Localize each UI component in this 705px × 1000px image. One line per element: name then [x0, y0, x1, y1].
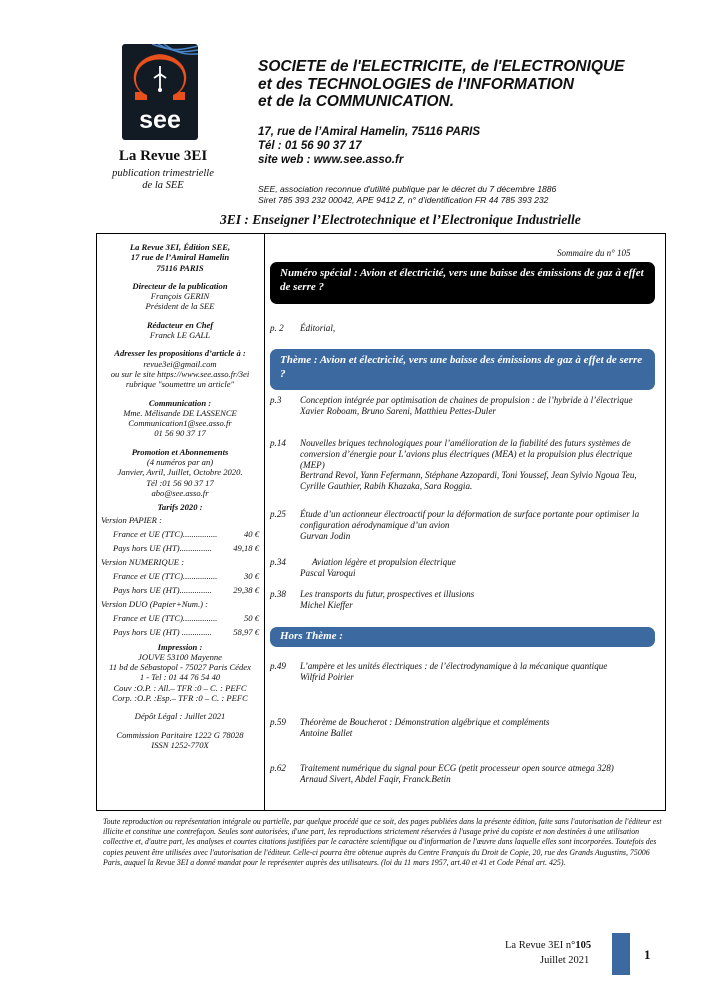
editor-name: Franck LE GALL: [149, 330, 211, 341]
logo-text: see: [139, 106, 181, 134]
sommaire-label: Sommaire du n° 105: [557, 248, 631, 258]
footer-accent-bar: [612, 933, 630, 975]
society-line: et des TECHNOLOGIES de l'INFORMATION: [258, 75, 575, 93]
theme-banner: Thème : Avion et électricité, vers une baisse des émissions de gaz à effet de serre ?: [270, 349, 655, 390]
version-paper: [97, 513, 263, 527]
tarifs-title: Tarifs 2020 :: [157, 502, 203, 513]
hors-theme-banner: Hors Thème :: [270, 627, 655, 647]
price-label: France et UE (TTC)................: [113, 570, 218, 581]
director-title: Directeur de la publication: [132, 280, 228, 291]
revue-subtitle: [100, 168, 226, 192]
toc-page: p.59: [270, 717, 286, 727]
toc-page: p.38: [270, 589, 286, 599]
price-row: [97, 569, 263, 583]
tagline: 3EI : Enseigner l’Electrotechnique et l’Electronique Industrielle: [220, 212, 581, 227]
price-value: 40 €: [243, 528, 259, 539]
toc-entry[interactable]: [270, 395, 650, 417]
price-row: [97, 611, 263, 625]
promotion-email[interactable]: abo@see.asso.fr: [151, 487, 209, 498]
toc-page: p.34: [270, 557, 286, 567]
edition-line: La Revue 3EI, Édition SEE,: [129, 242, 231, 252]
toc-title: Théorème de Boucherot : Démonstration algébrique et compléments: [300, 717, 550, 727]
promotion-line: Janvier, Avril, Juillet, Octobre 2020.: [117, 467, 243, 478]
promotion-line: (4 numéros par an): [146, 457, 214, 468]
edition-line: 17 rue de l’Amiral Hamelin: [130, 252, 230, 263]
price-value: 58,97 €: [233, 626, 259, 637]
toc-title: Les transports du futur, prospectives et illusions: [300, 589, 475, 599]
toc-authors: Xavier Roboam, Bruno Sareni, Matthieu Pettes-Duler: [300, 405, 496, 416]
communication-email[interactable]: Communication1@see.asso.fr: [128, 418, 232, 429]
printing-line: 1 - Tel : 01 44 76 54 40: [139, 672, 221, 683]
printing-line: 11 bd de Sébastopol - 75027 Paris Cédex: [109, 662, 251, 673]
toc-entry[interactable]: [270, 763, 650, 785]
toc-title: Étude d’un actionneur électroactif pour la déformation de surface portante pour optimiser la configuration aérodynamique d’un avion: [300, 509, 640, 530]
toc-authors: Bertrand Revol, Yann Fefermann, Stéphane Azzopardi, Toni Youssef, Jean Sylvio Ngoua Teu, Cyrille Gauthier, Rabih Khazaka, Sara Roggia.: [300, 470, 637, 492]
toc-page: p. 2: [270, 323, 284, 333]
toc-entry[interactable]: [270, 717, 650, 739]
communication-title: Communication :: [148, 397, 212, 408]
price-label: Pays hors UE (HT)...............: [113, 584, 212, 595]
toc-title: Nouvelles briques technologiques pour l’amélioration de la fiabilité des futurs systèmes de conversion d’énergie pour L’avions plus électriques (MEA) et la propulsion plus électrique (MEP): [300, 438, 633, 470]
website: site web : www.see.asso.fr: [258, 154, 404, 166]
toc-entry[interactable]: [270, 323, 650, 334]
price-label: Pays hors UE (HT) ..............: [113, 626, 212, 637]
version-duo: [97, 597, 263, 611]
price-row: [97, 541, 263, 555]
price-value: 50 €: [243, 612, 259, 623]
version-numeric: [97, 555, 263, 569]
footer-revue-prefix: La Revue 3EI n°: [505, 940, 576, 951]
assoc-line: Siret 785 393 232 00042, APE 9412 Z, n° d'identification FR 44 785 393 232: [258, 194, 549, 205]
printing-line: JOUVE 53100 Mayenne: [138, 651, 222, 662]
proposals-title: Adresser les propositions d’article à :: [114, 348, 246, 359]
toc-page: p.3: [270, 395, 282, 405]
version-label: Version NUMERIQUE :: [101, 556, 185, 567]
price-row: [97, 625, 263, 639]
toc-page: p.25: [270, 509, 286, 519]
commission-number: Commission Paritaire 1222 G 78028: [116, 729, 244, 740]
printing-line: Corp. :O.P. :Esp.– TFR :0 – C. : PEFC: [112, 693, 248, 704]
toc-page: p.49: [270, 661, 286, 671]
toc-authors: Antoine Ballet: [300, 727, 353, 738]
society-line: SOCIETE de l'ELECTRICITE, de l'ELECTRONIQUE: [258, 58, 625, 75]
toc-authors: Gurvan Jodin: [300, 530, 351, 541]
version-label: Version DUO (Papier+Num.) :: [101, 598, 209, 609]
page-number: 1: [644, 947, 651, 962]
toc-title: Conception intégrée par optimisation de chaines de propulsion : de l’hybride à l’électrique: [300, 395, 633, 405]
contact-block: [258, 125, 480, 167]
see-logo: [122, 44, 198, 140]
price-row: [97, 527, 263, 541]
telephone: Tél : 01 56 90 37 17: [258, 140, 362, 152]
copyright-notice: Toute reproduction ou représentation intégrale ou partielle, par quelque procédé que ce soit, des pages publiées dans la présente édition, faite sans l'autorisation de l'éditeur est illicite et constitue une contrefaçon. Seules sont autorisées, d'une part, les reproductions strictement réservées à l'usage privé du copiste et non destinées à une utilisation collective et, d'autre part, les analyses et courtes citations justifiées par le caractère scientifique ou d'information de l'œuvre dans laquelle elles sont incorporées. Toutefois des copies peuvent être utilisées avec l'autorisation de l'éditeur. Celle-ci pourra être obtenue auprès du Centre Français du Droit de Copie, 20, rue des Grands Augustins, 75006 Paris, auquel la Revue 3EI a donné mandat pour le représenter auprès des utilisateurs. (loi du 11 mars 1957, art.40 et 41 et Code Pénal art. 425).: [103, 817, 662, 867]
special-issue-banner: Numéro spécial : Avion et électricité, vers une baisse des émissions de gaz à effet de serre ?: [270, 262, 655, 304]
promotion-phone: Tél :01 56 90 37 17: [146, 477, 214, 488]
printing-title: Impression :: [157, 641, 203, 652]
proposals-rubric: rubrique "soumettre un article": [125, 379, 235, 390]
toc-entry[interactable]: [270, 557, 650, 579]
address: 17, rue de l’Amiral Hamelin, 75116 PARIS: [258, 126, 481, 138]
revue-title: La Revue 3EI: [118, 148, 208, 164]
toc-authors: Wilfrid Poirier: [300, 671, 354, 682]
promotion-title: Promotion et Abonnements: [131, 446, 229, 457]
price-label: France et UE (TTC)................: [113, 528, 218, 539]
proposals-site[interactable]: ou sur le site https://www.see.asso.fr/3ei: [110, 368, 250, 379]
society-name: [258, 58, 678, 111]
toc-title: Éditorial,: [300, 323, 336, 333]
toc-entry[interactable]: [270, 589, 650, 611]
proposals-email[interactable]: revue3ei@gmail.com: [143, 358, 217, 369]
footer-date: Juillet 2021: [540, 955, 590, 966]
association-info: [258, 184, 556, 205]
printing-line: Couv :O.P. : All.– TFR :0 – C. : PEFC: [113, 682, 247, 693]
price-row: [97, 583, 263, 597]
price-label: Pays hors UE (HT)...............: [113, 542, 212, 553]
toc-title: Aviation légère et propulsion électrique: [312, 557, 456, 567]
price-value: 30 €: [243, 570, 259, 581]
toc-page: p.62: [270, 763, 286, 773]
toc-page: p.14: [270, 438, 286, 448]
toc-title: Traitement numérique du signal pour ECG (petit processeur open source atmega 328): [300, 763, 614, 773]
society-line: et de la COMMUNICATION.: [258, 93, 455, 110]
edition-line: 75116 PARIS: [156, 262, 204, 273]
masthead-column: [97, 242, 263, 750]
assoc-line: SEE, association reconnue d'utilité publique par le décret du 7 décembre 1886: [258, 184, 557, 194]
communication-phone: 01 56 90 37 17: [154, 428, 206, 439]
director-role: Président de la SEE: [145, 301, 215, 312]
revue-sub-line: publication trimestrielle: [112, 168, 214, 179]
toc-title: L’ampère et les unités électriques : de l’électrodynamique à la mécanique quantique: [300, 661, 608, 671]
editor-title: Rédacteur en Chef: [146, 319, 214, 330]
price-value: 29,38 €: [233, 584, 259, 595]
toc-authors: Michel Kieffer: [300, 599, 353, 610]
footer-revue: [505, 940, 591, 951]
toc-authors: Arnaud Sivert, Abdel Faqir, Franck.Betin: [300, 773, 451, 784]
communication-name: Mme. Mélisande DE LASSENCE: [123, 407, 237, 418]
toc-authors: Pascal Varoqui: [300, 567, 356, 578]
legal-deposit: Dépôt Légal : Juillet 2021: [134, 711, 226, 722]
price-label: France et UE (TTC)................: [113, 612, 218, 623]
director-name: François GERIN: [150, 291, 210, 302]
footer-issue: 105: [575, 940, 592, 951]
toc-entry[interactable]: [270, 661, 650, 683]
toc-entry[interactable]: [270, 438, 650, 492]
column-divider: [264, 233, 265, 811]
revue-sub-line: de la SEE: [142, 180, 184, 191]
issn: ISSN 1252-770X: [151, 739, 209, 750]
price-value: 49,18 €: [233, 542, 259, 553]
version-label: Version PAPIER :: [101, 514, 162, 525]
toc-entry[interactable]: [270, 509, 650, 541]
